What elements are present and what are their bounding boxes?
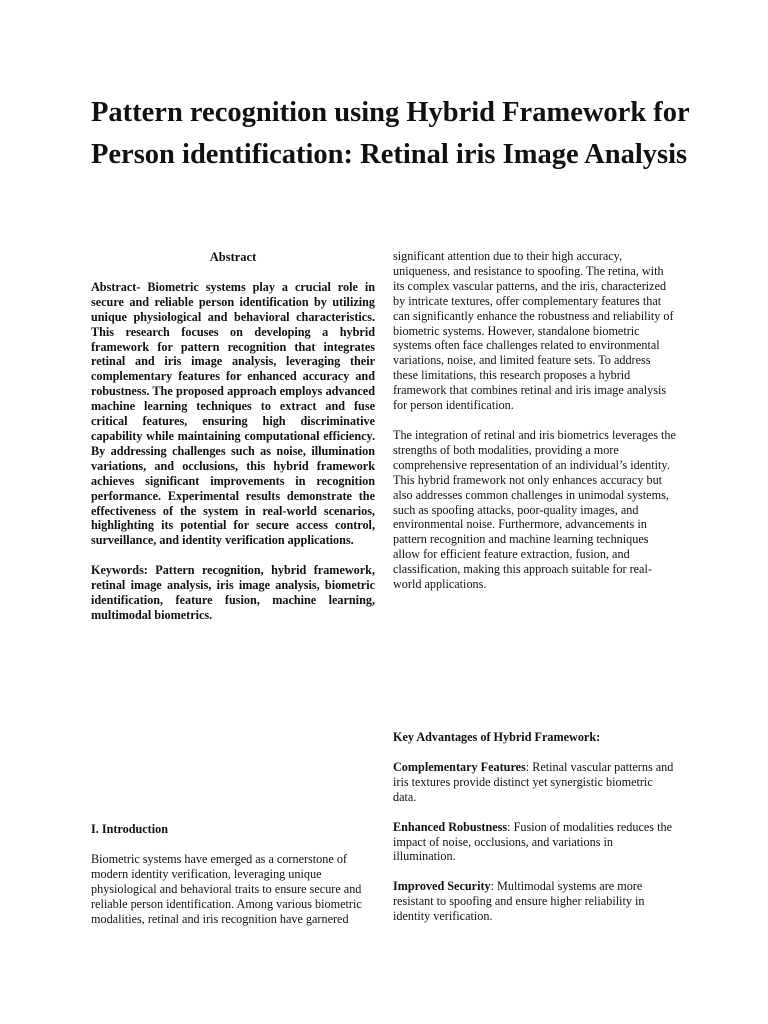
advantage-term: Enhanced Robustness [393,819,508,834]
keywords: Keywords: Pattern recognition, hybrid framework, retinal image analysis, iris image analysis, biometric identification, feature fusion, machine learning, multimodal biometrics. [91,563,375,622]
abstract-section [91,250,375,623]
advantages-heading: Key Advantages of Hybrid Framework: [393,730,601,744]
paper-title: Pattern recognition using Hybrid Framework for Person identification: Retinal iris Image Analysis [91,97,690,170]
advantage-text: : Multimodal systems are more resistant to spoofing and ensure higher reliability in identity verification. [393,879,645,924]
advantages-section [393,730,677,939]
right-column-text [393,249,677,607]
advantage-item [393,820,677,865]
abstract-heading: Abstract [209,250,257,264]
introduction-body: Biometric systems have emerged as a cornerstone of modern identity verification, leveraging unique physiological and behavioral traits to ensure secure and reliable person identification. Among various biometric modalities, retinal and iris recognition have garnered [91,851,362,926]
advantage-term: Complementary Features [393,759,526,774]
advantage-term: Improved Security [393,879,491,894]
advantage-text: : Fusion of modalities reduces the impact of noise, occlusions, and variations in illumination. [393,819,672,864]
advantage-item [393,760,677,805]
introduction-section [91,822,375,926]
introduction-heading: I. Introduction [91,822,168,836]
abstract-body: Abstract- Biometric systems play a crucial role in secure and reliable person identification by utilizing unique physiological and behavioral characteristics. This research focuses on developing a hybrid framework for pattern recognition that integrates retinal and iris image analysis, leveraging their complementary features for enhanced accuracy and robustness. The proposed approach employs advanced machine learning techniques to extract and fuse critical features, ensuring high discriminative capability while maintaining computational efficiency. By addressing challenges such as noise, illumination variations, and occlusions, this hybrid framework achieves significant improvements in recognition performance. Experimental results demonstrate the effectiveness of the system in real-world scenarios, highlighting its potential for secure access control, surveillance, and identity verification applications. [91,279,375,548]
advantage-item [393,879,677,924]
paragraph-continuation: significant attention due to their high accuracy, uniqueness, and resistance to spoofing. The retina, with its complex vascular patterns, and the iris, characterized by intricate textures, offer complementary features that can significantly enhance the robustness and reliability of biometric systems. However, standalone biometric systems often face challenges related to environmental variations, noise, and limited feature sets. To address these limitations, this research proposes a hybrid framework that combines retinal and iris image analysis for person identification. [393,249,674,413]
advantage-text: : Retinal vascular patterns and iris textures provide distinct yet synergistic biometric data. [393,759,674,804]
paragraph-integration: The integration of retinal and iris biometrics leverages the strengths of both modalities, providing a more comprehensive representation of an individual’s identity. This hybrid framework not only enhances accuracy but also addresses common challenges in unimodal systems, such as spoofing attacks, poor-quality images, and environmental noise. Furthermore, advancements in pattern recognition and machine learning techniques allow for efficient feature extraction, fusion, and classification, making this approach suitable for real-world applications. [393,427,676,592]
